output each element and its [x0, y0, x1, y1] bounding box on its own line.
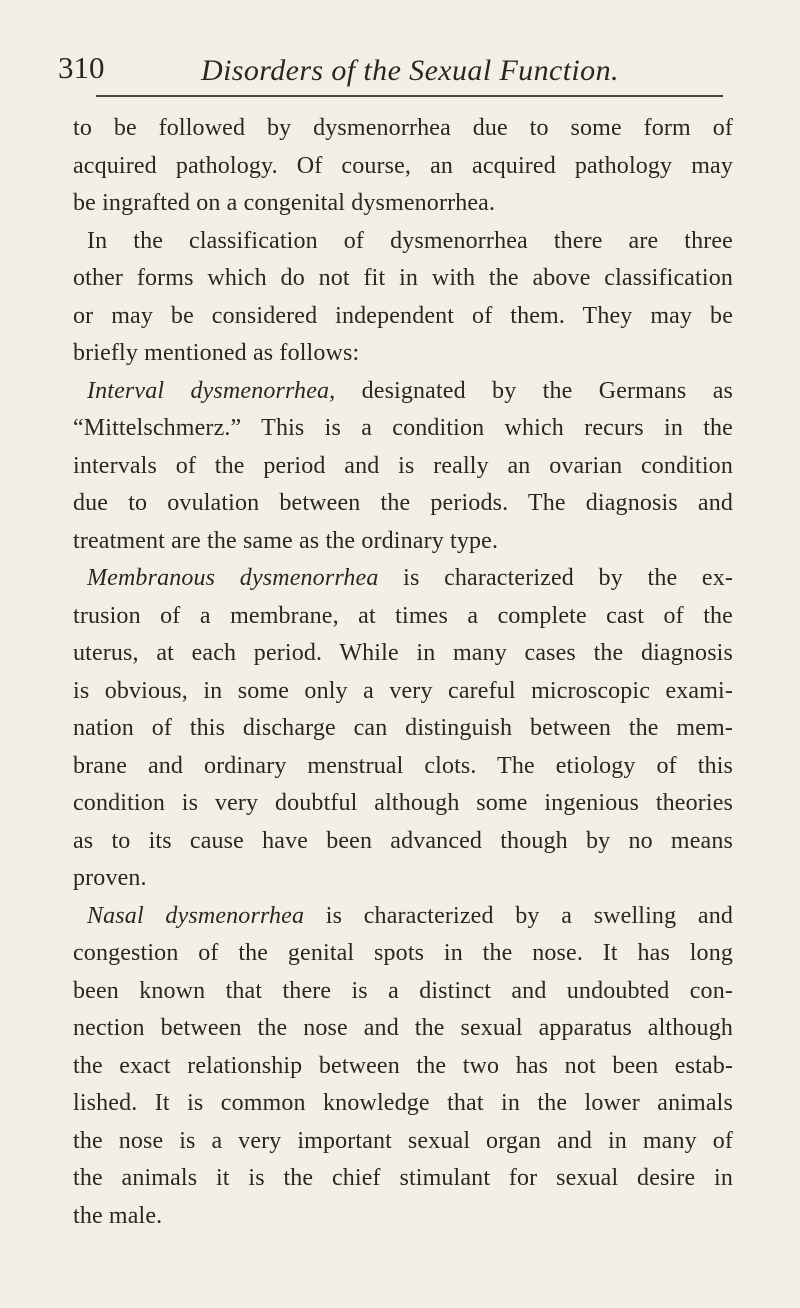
- page-number: 310: [58, 50, 105, 85]
- text-line: nection between the nose and the sexual apparatus although: [73, 1015, 733, 1041]
- term-interval-dysmenorrhea: Interval dysmenorrhea,: [87, 377, 336, 404]
- text-line: as to its cause have been advanced though by no means: [73, 827, 733, 854]
- text-line: Membranous dysmenorrhea is characterized by the ex-: [87, 565, 734, 591]
- page-header: [58, 40, 740, 90]
- text-line: proven.: [73, 865, 147, 891]
- text-line: acquired pathology. Of course, an acquired pathology may: [73, 152, 733, 179]
- text-line: uterus, at each period. While in many cases the diagnosis: [73, 640, 733, 666]
- text-line: treatment are the same as the ordinary type.: [73, 527, 499, 554]
- text-line: the nose is a very important sexual organ and in many of: [73, 1127, 733, 1154]
- text-line: the exact relationship between the two has not been estab-: [73, 1052, 733, 1079]
- text-line: other forms which do not fit in with the above classification: [73, 265, 733, 291]
- text-line: due to ovulation between the periods. The diagnosis and: [73, 490, 733, 516]
- text-line: or may be considered independent of them. They may be: [73, 302, 733, 329]
- text-line: to be followed by dysmenorrhea due to some form of: [73, 115, 733, 141]
- text-line: be ingrafted on a congenital dysmenorrhea.: [73, 190, 496, 216]
- text-line: brane and ordinary menstrual clots. The etiology of this: [73, 752, 733, 779]
- text-line: briefly mentioned as follows:: [73, 340, 360, 366]
- term-nasal-dysmenorrhea: Nasal dysmenorrhea: [87, 902, 305, 929]
- text-line: is obvious, in some only a very careful microscopic exami-: [73, 677, 733, 704]
- text-line: congestion of the genital spots in the nose. It has long: [73, 940, 733, 966]
- text-line: In the classification of dysmenorrhea there are three: [87, 227, 733, 254]
- text-line: lished. It is common knowledge that in the lower animals: [73, 1090, 733, 1116]
- text-line: “Mittelschmerz.” This is a condition which recurs in the: [73, 415, 733, 441]
- text-line: trusion of a membrane, at times a complete cast of the: [73, 602, 733, 629]
- term-membranous-dysmenorrhea: Membranous dysmenorrhea: [87, 565, 379, 591]
- text-line: intervals of the period and is really an ovarian condition: [73, 452, 733, 479]
- text-line: nation of this discharge can distinguish between the mem-: [73, 715, 733, 741]
- body-text: [73, 110, 733, 1235]
- text-line: the animals it is the chief stimulant for sexual desire in: [73, 1165, 733, 1191]
- running-title: Disorders of the Sexual Function.: [201, 54, 619, 87]
- text-line: condition is very doubtful although some ingenious theories: [73, 790, 733, 816]
- text-line: Interval dysmenorrhea, designated by the Germans as: [87, 377, 733, 404]
- header-rule: [96, 95, 723, 97]
- text-line: been known that there is a distinct and undoubted con-: [73, 977, 733, 1004]
- text-line: the male.: [73, 1202, 163, 1229]
- text-line: Nasal dysmenorrhea is characterized by a swelling and: [87, 902, 733, 929]
